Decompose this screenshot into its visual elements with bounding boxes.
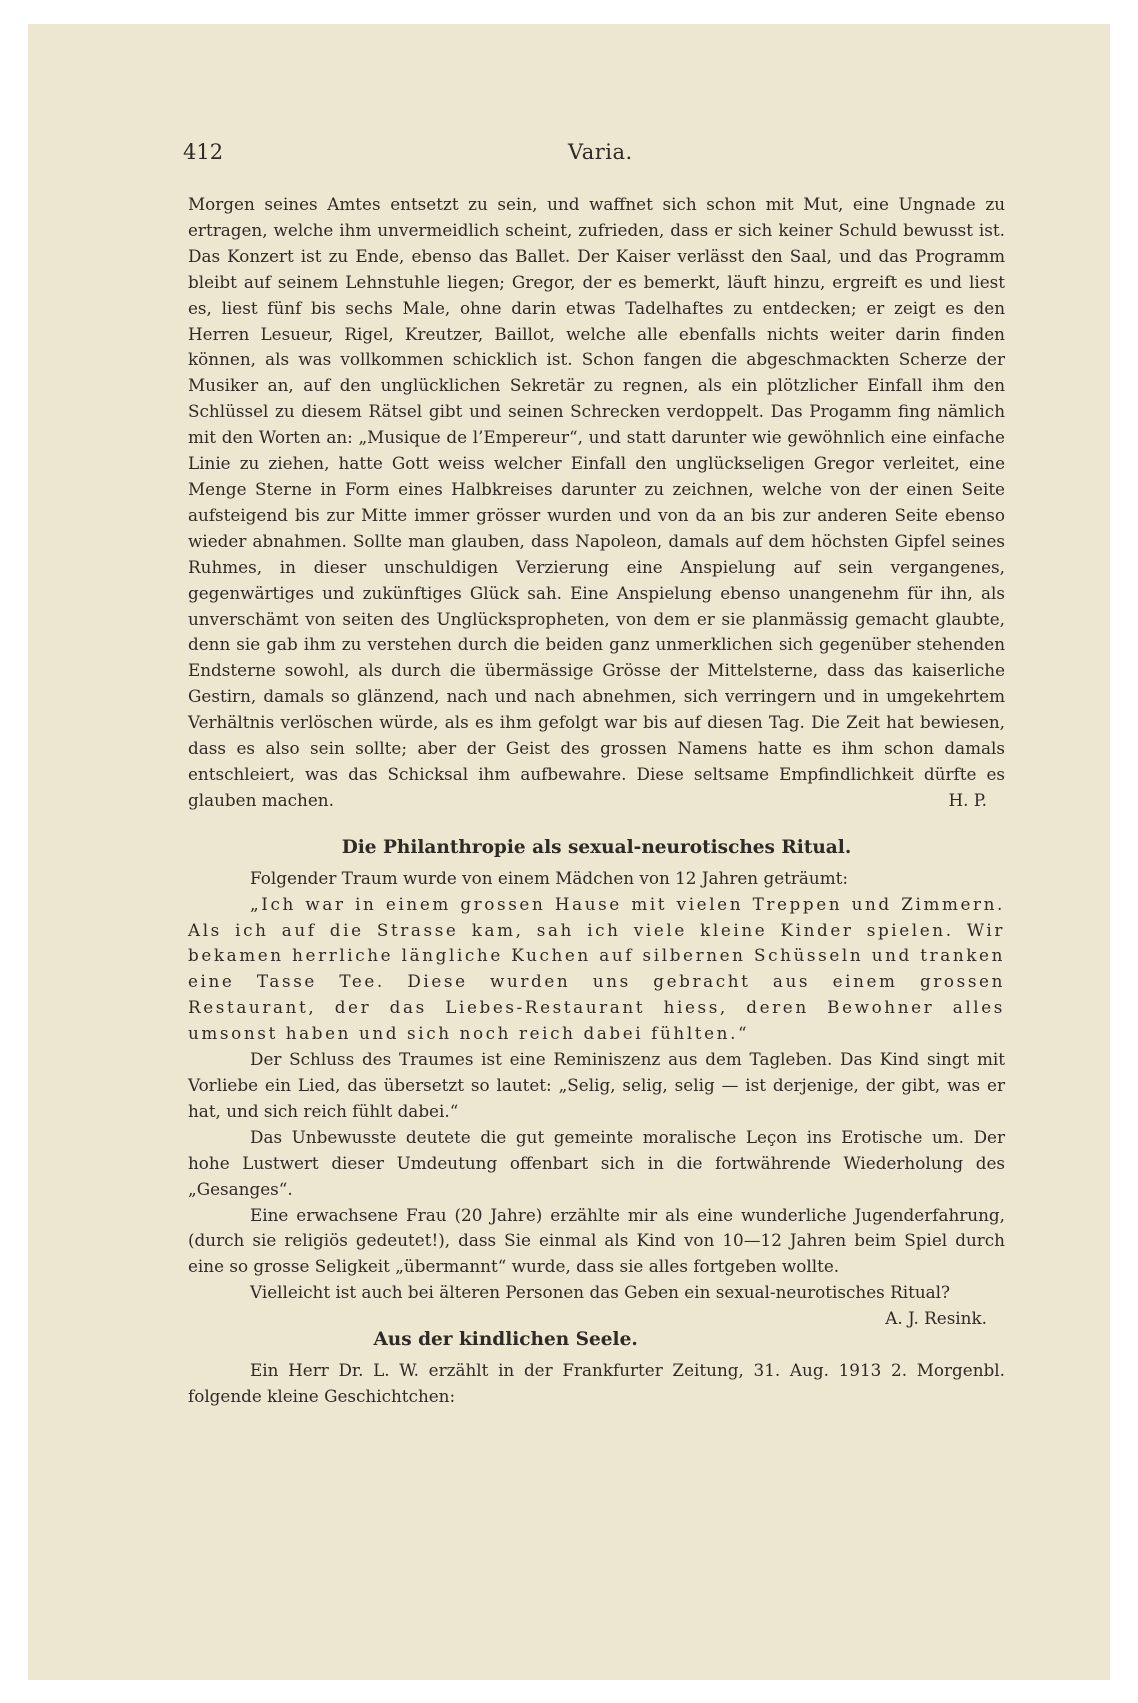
paragraph-napoleon-story [188,192,1005,814]
page-body [188,192,1005,1410]
paragraph-unconscious: Das Unbewusste deutete die gut gemeinte moralische Leçon ins Erotische um. Der hohe Lustwert dieser Umdeutung offenbart sich in die fortwährende Wiederholung des „Gesanges“. [188,1126,1005,1199]
paragraph-ritual-question [188,1280,1005,1329]
page-header [183,140,1023,170]
signature-resink: A. J. Resink. [885,1308,987,1329]
paragraph-adult-woman: Eine erwachsene Frau (20 Jahre) erzählte mir als eine wunderliche Jugenderfahrung, (durch sie religiös gedeutet!), dass Sie einmal als Kind von 10—12 Jahren beim Spiel durch eine so grosse Seligkeit „übermannt“ wurde, dass sie alles fortgeben wollte. [188,1204,1005,1277]
paragraph-frankfurter-zeitung: Ein Herr Dr. L. W. erzählt in der Frankfurter Zeitung, 31. Aug. 1913 2. Morgenbl. folgende kleine Geschichtchen: [188,1360,1005,1407]
section-title-kindliche-seele: Aus der kindlichen Seele. [373,1329,638,1351]
section-title-philanthropie: Die Philanthropie als sexual-neurotisches Ritual. [341,836,852,858]
running-head: Varia. [568,140,633,164]
paragraph-dream-intro: Folgender Traum wurde von einem Mädchen von 12 Jahren geträumt: [250,867,849,888]
paragraph-text: Morgen seines Amtes entsetzt zu sein, und waffnet sich schon mit Mut, eine Ungnade zu ertragen, welche ihm unvermeidlich scheint, zufrieden, dass er sich keiner Schuld bewusst ist. Das Konzert ist zu Ende, ebenso das Ballet. Der Kaiser verlässt den Saal, und das Programm bleibt auf seinem Lehnstuhle liegen; Gregor, der es bemerkt, läuft hinzu, ergreift es und liest es, liest fünf bis sechs Male, ohne darin etwas Tadelhaftes zu entdecken; er zeigt es den Herren Lesueur, Rigel, Kreutzer, Baillot, welche alle ebenfalls nichts weiter darin finden können, als was vollkommen schicklich ist. Schon fangen die abgeschmackten Scherze der Musiker an, auf den unglücklichen Sekretär zu regnen, als ein plötzlicher Einfall ihm den Schlüssel zu diesem Rätsel gibt und seinen Schrecken verdoppelt. Das Progamm fing nämlich mit den Worten an: „Musique de l’Empereur“, und statt darunter wie gewöhnlich eine einfache Linie zu ziehen, hatte Gott weiss welcher Einfall den unglückseligen Gregor verleitet, eine Menge Sterne in Form eines Halbkreises darunter zu zeichnen, welche von der einen Seite aufsteigend bis zur Mitte immer grösser wurden und von da an bis zur anderen Seite ebenso wieder abnahmen. Sollte man glauben, dass Napoleon, damals auf dem höchsten Gipfel seines Ruhmes, in dieser unschuldigen Verzierung eine Anspielung auf sein vergangenes, gegenwärtiges und zukünftiges Glück sah. Eine Anspielung ebenso unangenehm für ihn, als unverschämt von seiten des Unglückspropheten, von dem er sie planmässig gemacht glaubte, denn sie gab ihm zu verstehen durch die beiden ganz unmerklichen sich gegenüber stehenden Endsterne sowohl, als durch die übermässige Grösse der Mittelsterne, dass das kaiserliche Gestirn, damals so glänzend, nach und nach abnehmen, sich verringern und in umgekehrtem Verhältnis verlöschen würde, als es ihm gefolgt war bis auf diesen Tag. Die Zeit hat bewiesen, dass es also sein sollte; aber der Geist des grossen Namens hatte es ihm schon damals entschleiert, was das Schicksal ihm aufbewahre. Diese seltsame Empfindlichkeit dürfte es glauben machen. [188,194,1005,810]
paragraph-dream-reminiscence: Der Schluss des Traumes ist eine Reminiszenz aus dem Tagleben. Das Kind singt mit Vorliebe ein Lied, das übersetzt so lautet: „Selig, selig, selig — ist derjenige, der gibt, was er hat, und sich reich fühlt dabei.“ [188,1049,1005,1121]
signature-hp: H. P. [948,789,987,810]
paragraph-dream-quote: „Ich war in einem grossen Hause mit vielen Treppen und Zimmern. Als ich auf die Strasse kam, sah ich viele kleine Kinder spielen. Wir bekamen herrliche längliche Kuchen auf silbernen Schüsseln und tranken eine Tasse Tee. Diese wurden uns gebracht aus einem grossen Restaurant, der das Liebes-Restaurant hiess, deren Bewohner alles umsonst haben und sich noch reich dabei fühlten.“ [188,893,1005,1044]
paragraph-text: Vielleicht ist auch bei älteren Personen das Geben ein sexual-neurotisches Ritual? [250,1282,950,1303]
page-number: 412 [183,140,224,164]
